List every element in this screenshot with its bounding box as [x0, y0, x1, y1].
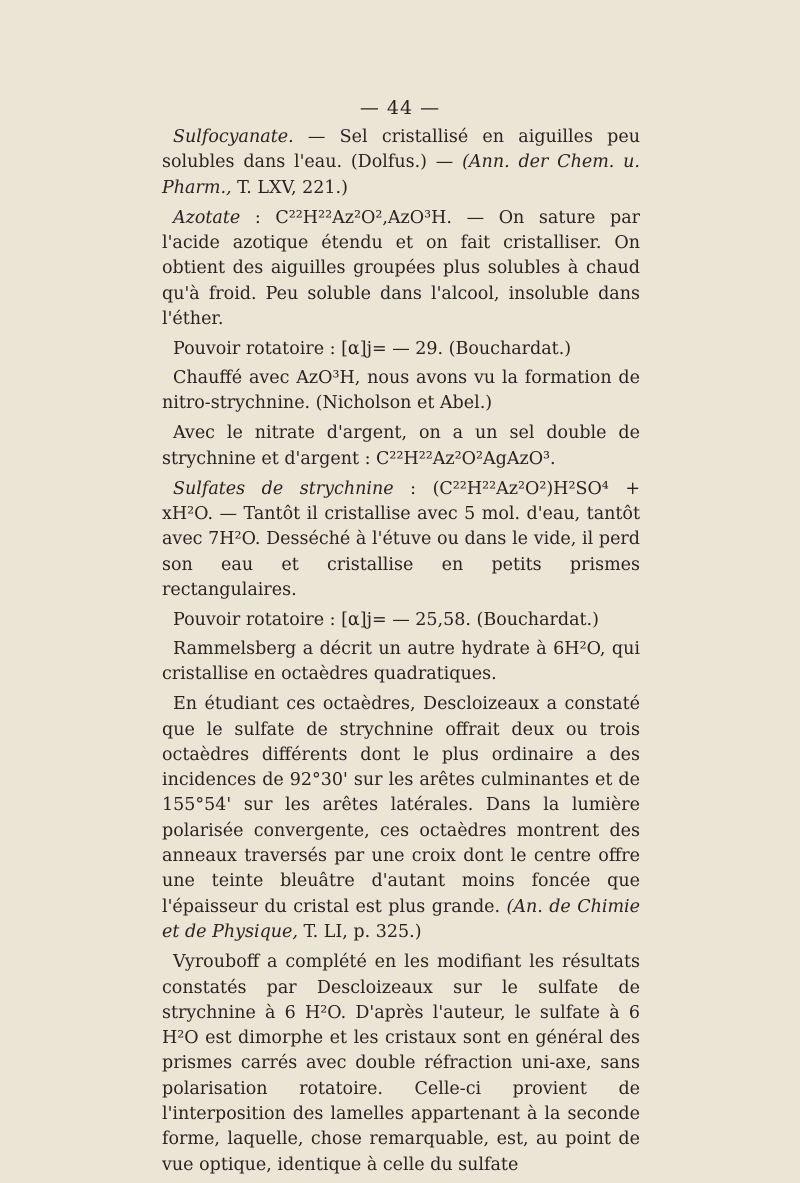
citation: (An. de Chimie et de Physique,: [162, 896, 640, 942]
paragraph-text: : C²²H²²Az²O²,AzO³H. — On sature par l'acide azotique étendu et on fait cristalliser. On obtient des aiguilles groupées plus solubles à chaud qu'à froid. Peu soluble dans l'alcool, insoluble dans l'éther.: [162, 207, 640, 330]
citation-end: T. LI, p. 325.): [297, 921, 422, 942]
paragraph-text: : (C²²H²²Az²O²)H²SO⁴ + xH²O. — Tantôt il cristallise avec 5 mol. d'eau, tantôt avec 7H²O. Desséché à l'étuve ou dans le vide, il perd son eau et cristallise en petits prismes rectangulaires.: [162, 478, 641, 601]
paragraph-descloizeaux: [162, 692, 640, 945]
paragraph-sulfocyanate: [162, 125, 640, 201]
paragraph-text: En étudiant ces octaèdres, Descloizeaux a constaté que le sulfate de strychnine offrait deux ou trois octaèdres différents dont le plus ordinaire a des incidences de 92°30' sur les arêtes culminantes et de 155°54' sur les arêtes latérales. Dans la lumière polarisée convergente, ces octaèdres montrent des anneaux traversés par une croix dont le centre offre une teinte bleuâtre d'autant moins foncée que l'épaisseur du cristal est plus grande.: [162, 694, 640, 917]
body-text: [162, 125, 640, 1183]
paragraph-silver-nitrate: Avec le nitrate d'argent, on a un sel double de strychnine et d'argent : C²²H²²Az²O²AgAzO³.: [162, 423, 640, 469]
paragraph-sulfates: [162, 477, 640, 603]
section-label: Sulfocyanate.: [173, 127, 294, 147]
section-label: Azotate: [173, 207, 241, 228]
citation-end: T. LXV, 221.): [231, 177, 348, 198]
citation: (Ann. der Chem. u. Pharm.,: [162, 152, 640, 198]
paragraph-rammelsberg: Rammelsberg a décrit un autre hydrate à 6H²O, qui cristallise en octaèdres quadratiques.: [162, 638, 640, 684]
paragraph-rotatory-power: Pouvoir rotatoire : [α]j= — 29. (Bouchardat.): [173, 339, 572, 360]
paragraph-rotatory-power-2: Pouvoir rotatoire : [α]j= — 25,58. (Bouchardat.): [173, 610, 599, 631]
paragraph-text: — Sel cristallisé en aiguilles peu solubles dans l'eau. (Dolfus.) —: [162, 127, 640, 173]
page-number: — 44 —: [359, 97, 441, 119]
paragraph-azotate: [162, 206, 640, 332]
paragraph-nitro-strychnine: Chauffé avec AzO³H, nous avons vu la formation de nitro-strychnine. (Nicholson et Abel.): [162, 367, 640, 413]
section-label: Sulfates de strychnine: [173, 478, 394, 499]
paragraph-vyrouboff: Vyrouboff a complété en les modifiant les résultats constatés par Descloizeaux sur le sulfate de strychnine à 6 H²O. D'après l'auteur, le sulfate à 6 H²O est dimorphe et les cristaux sont en général des prismes carrés avec double réfraction uni-axe, sans polarisation rotatoire. Celle-ci provient de l'interposition des lamelles appartenant à la seconde forme, laquelle, chose remarquable, est, au point de vue optique, identique à celle du sulfate: [162, 952, 640, 1175]
